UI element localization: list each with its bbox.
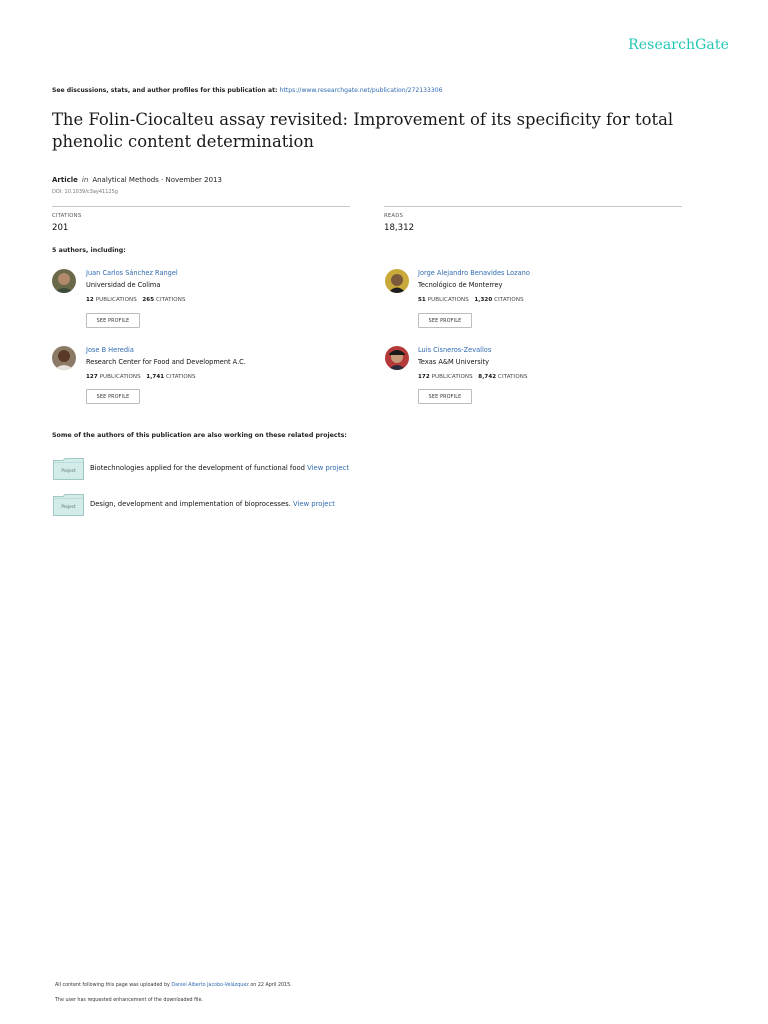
publications-count: 51 xyxy=(418,297,426,303)
avatar[interactable] xyxy=(385,269,409,293)
researchgate-logo[interactable]: ResearchGate xyxy=(628,37,729,53)
publications-count: 172 xyxy=(418,374,430,380)
citations-value: 201 xyxy=(52,223,69,233)
reads-divider xyxy=(384,206,682,207)
uploader-link[interactable]: Daniel Alberto Jacobo-Velázquez xyxy=(171,983,249,988)
in-word: in xyxy=(81,176,89,184)
view-project-link[interactable]: View project xyxy=(307,464,350,472)
author-institution[interactable]: Texas A&M University xyxy=(418,358,490,366)
citations-label: CITATIONS xyxy=(156,297,186,303)
doi-text: DOI: 10.1039/c3ay41125g xyxy=(52,189,118,195)
avatar[interactable] xyxy=(52,346,76,370)
author-institution[interactable]: Universidad de Colima xyxy=(86,281,161,289)
avatar[interactable] xyxy=(385,346,409,370)
citations-divider xyxy=(52,206,350,207)
view-project-link[interactable]: View project xyxy=(293,500,335,508)
reads-label: READS xyxy=(384,213,404,219)
project-folder-icon xyxy=(53,494,84,514)
project-icon-label: Project xyxy=(61,504,76,509)
see-profile-button[interactable]: SEE PROFILE xyxy=(418,389,472,404)
publications-count: 12 xyxy=(86,297,94,303)
citations-label: CITATIONS xyxy=(52,213,82,219)
upload-suffix: on 22 April 2015. xyxy=(250,983,292,988)
author-stats xyxy=(86,374,196,380)
related-projects-heading: Some of the authors of this publication are also working on these related projects: xyxy=(52,432,347,439)
article-meta xyxy=(52,176,222,184)
author-name-link[interactable]: Juan Carlos Sánchez Rangel xyxy=(86,269,178,277)
reads-value: 18,312 xyxy=(384,223,415,233)
author-stats xyxy=(418,374,528,380)
publications-label: PUBLICATIONS xyxy=(99,374,141,380)
publications-label: PUBLICATIONS xyxy=(431,374,473,380)
see-discussions-text: See discussions, stats, and author profiles for this publication at: xyxy=(52,87,278,94)
upload-note xyxy=(55,983,292,988)
project-folder-icon xyxy=(53,458,84,478)
citations-count: 1,741 xyxy=(146,374,165,380)
publication-url-link[interactable]: https://www.researchgate.net/publication/272133306 xyxy=(279,87,443,94)
upload-prefix: All content following this page was uploaded by xyxy=(55,983,170,988)
article-type: Article xyxy=(52,176,78,184)
citations-count: 265 xyxy=(142,297,155,303)
see-profile-button[interactable]: SEE PROFILE xyxy=(86,313,140,328)
author-stats xyxy=(86,297,186,303)
journal-date[interactable]: Analytical Methods · November 2013 xyxy=(92,176,222,184)
profile-discussion-line xyxy=(52,87,443,94)
citations-label: CITATIONS xyxy=(498,374,528,380)
avatar[interactable] xyxy=(52,269,76,293)
project-title: Design, development and implementation of bioprocesses. xyxy=(90,500,291,508)
publications-label: PUBLICATIONS xyxy=(427,297,469,303)
citations-label: CITATIONS xyxy=(166,374,196,380)
publication-title: The Folin-Ciocalteu assay revisited: Improvement of its specificity for total phenolic content determination xyxy=(52,110,674,151)
see-profile-button[interactable]: SEE PROFILE xyxy=(86,389,140,404)
author-stats xyxy=(418,297,524,303)
publications-label: PUBLICATIONS xyxy=(95,297,137,303)
author-name-link[interactable]: Jorge Alejandro Benavides Lozano xyxy=(418,269,530,277)
author-institution[interactable]: Research Center for Food and Development A.C. xyxy=(86,358,246,366)
author-name-link[interactable]: Luis Cisneros-Zevallos xyxy=(418,346,492,354)
author-institution[interactable]: Tecnológico de Monterrey xyxy=(418,281,503,289)
citations-label: CITATIONS xyxy=(494,297,524,303)
citations-count: 1,320 xyxy=(474,297,493,303)
project-title: Biotechnologies applied for the development of functional food xyxy=(90,464,305,472)
project-icon-label: Project xyxy=(61,468,76,473)
see-profile-button[interactable]: SEE PROFILE xyxy=(418,313,472,328)
citations-count: 8,742 xyxy=(478,374,497,380)
project-item xyxy=(90,464,349,472)
request-note: The user has requested enhancement of the downloaded file. xyxy=(55,998,203,1003)
project-item xyxy=(90,500,335,508)
publications-count: 127 xyxy=(86,374,98,380)
author-name-link[interactable]: Jose B Heredia xyxy=(86,346,134,354)
authors-heading: 5 authors, including: xyxy=(52,247,126,254)
